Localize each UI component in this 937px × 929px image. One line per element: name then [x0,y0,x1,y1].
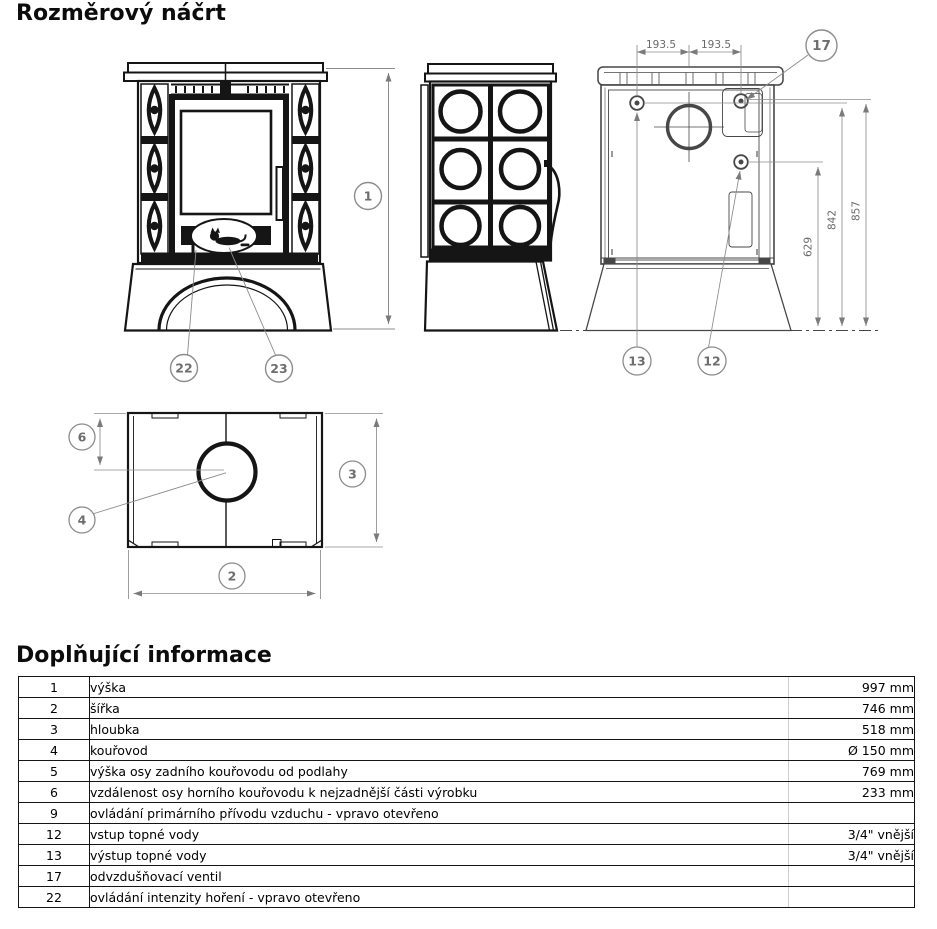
row-label: vstup topné vody [90,824,789,845]
dim-629: 629 [802,236,815,258]
dim-193-right: 193.5 [700,39,732,51]
row-value [789,887,915,908]
row-value: 518 mm [789,719,915,740]
info-table [18,676,915,908]
back-base [586,264,791,331]
row-num: 2 [19,698,90,719]
front-view [124,63,331,331]
row-num: 9 [19,803,90,824]
row-value: 997 mm [789,677,915,698]
row-label: odvzdušňovací ventil [90,866,789,887]
row-num: 3 [19,719,90,740]
row-label: šířka [90,698,789,719]
row-num: 6 [19,782,90,803]
info-title: Doplňující informace [16,643,272,668]
row-value [789,866,915,887]
callout-4-label: 4 [77,512,87,528]
table-row [19,866,915,887]
row-value: 233 mm [789,782,915,803]
table-row [19,719,915,740]
callout-6-label: 6 [77,429,87,445]
callout-13-label: 13 [628,353,646,369]
dim-193-left: 193.5 [645,39,677,51]
row-value: 3/4" vnější [789,845,915,866]
table-row [19,677,915,698]
back-view [560,67,880,331]
row-num: 17 [19,866,90,887]
row-value: Ø 150 mm [789,740,915,761]
door-emblem [191,219,257,253]
callout-2-label: 2 [227,568,237,584]
table-row [19,803,915,824]
row-label: výstup topné vody [90,845,789,866]
side-base [425,262,557,331]
callout-3-label: 3 [348,466,357,482]
door-glass [181,111,271,214]
grille-ornament [220,82,231,96]
page-title: Rozměrový náčrt [16,1,226,26]
row-value [789,803,915,824]
table-row [19,845,915,866]
info-table-body [19,677,915,908]
row-label: kouřovod [90,740,789,761]
row-label: výška [90,677,789,698]
row-label: ovládání intenzity hoření - vpravo otevřeno [90,887,789,908]
callout-22-label: 22 [175,360,193,376]
top-flue-outlet [199,444,256,501]
table-row [19,782,915,803]
dim-842: 842 [826,209,839,231]
row-value: 746 mm [789,698,915,719]
row-label: výška osy zadního kouřovodu od podlahy [90,761,789,782]
row-num: 1 [19,677,90,698]
top-view [128,413,322,547]
row-num: 4 [19,740,90,761]
table-row [19,698,915,719]
callout-12-label: 12 [703,353,721,369]
row-label: vzdálenost osy horního kouřovodu k nejzadnější části výrobku [90,782,789,803]
table-row [19,824,915,845]
table-row [19,887,915,908]
row-label: ovládání primárního přívodu vzduchu - vpravo otevřeno [90,803,789,824]
row-num: 5 [19,761,90,782]
callout-23-label: 23 [270,361,288,376]
door-handle [277,167,284,220]
dim-height [326,69,395,330]
callout-1-label: 1 [363,188,373,204]
row-label: hloubka [90,719,789,740]
front-base [125,264,331,331]
dim-857: 857 [850,200,863,222]
table-row [19,761,915,782]
table-row [19,740,915,761]
row-num: 22 [19,887,90,908]
callout-17-label: 17 [812,38,831,54]
row-num: 12 [19,824,90,845]
row-num: 13 [19,845,90,866]
row-value: 769 mm [789,761,915,782]
side-view [421,64,559,331]
row-value: 3/4" vnější [789,824,915,845]
